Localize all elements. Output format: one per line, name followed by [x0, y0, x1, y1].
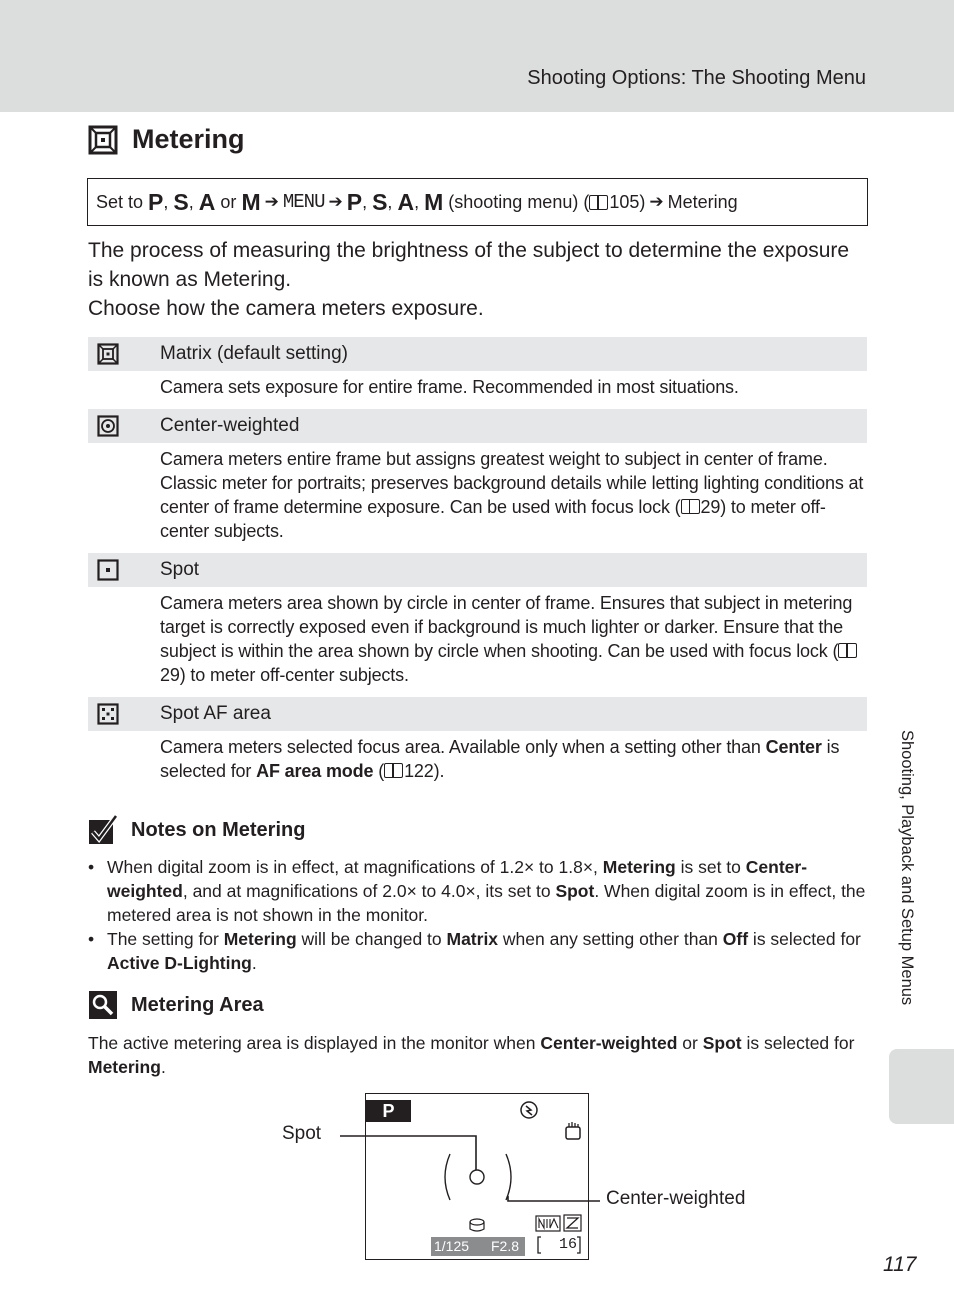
camera-monitor-illustration: [365, 1093, 589, 1260]
path-mode-m: M: [241, 188, 261, 215]
arrow-icon: ➔: [264, 192, 279, 211]
center-weighted-callout-label: Center-weighted: [606, 1188, 746, 1209]
path-mode-m-2: M: [424, 188, 444, 215]
notes-title: Notes on Metering: [131, 818, 306, 841]
metering-area-heading: [88, 990, 264, 1020]
path-shooting-menu: (shooting menu) (: [448, 191, 590, 212]
spot-metering-icon: [97, 559, 119, 581]
remaining-exposures: 16: [559, 1236, 578, 1253]
exposure-readout: [431, 1237, 525, 1256]
matrix-metering-icon: [97, 343, 119, 365]
option-name-spot-af-area: Spot AF area: [160, 703, 271, 724]
path-page-ref: 105): [609, 191, 646, 212]
intro-line-1: The process of measuring the brightness of the subject to determine the exposure is known as Metering.: [88, 239, 850, 291]
checkmark-note-icon: [88, 814, 118, 846]
path-mode-s-2: S: [372, 188, 388, 215]
spot-af-area-icon: [97, 703, 119, 725]
option-row-spot: [88, 553, 867, 587]
path-mode-a: A: [198, 188, 216, 215]
arrow-icon: ➔: [649, 192, 664, 211]
aperture-value: F2.8: [490, 1238, 519, 1254]
flash-mode-icon: [521, 1102, 537, 1118]
menu-path-box: Set to P , S , A or M ➔ MENU ➔ P , S , A , M (shooting menu) ( 105) ➔ Metering: [87, 178, 868, 226]
metering-options-table: [88, 337, 867, 793]
path-mode-a-2: A: [397, 188, 415, 215]
vibration-reduction-icon: [566, 1122, 580, 1139]
option-desc-spot-af-area: Camera meters selected focus area. Available only when a setting other than Center is selected for AF area mode ( 122).: [160, 737, 840, 781]
book-reference-icon: [589, 195, 608, 210]
metering-area-title: Metering Area: [131, 993, 264, 1016]
section-title-row: [88, 124, 245, 155]
shutter-speed: 1/125: [434, 1238, 470, 1254]
intro-paragraph: [88, 236, 868, 323]
page-title: Metering: [132, 124, 245, 154]
option-desc-matrix: Camera sets exposure for entire frame. Recommended in most situations.: [160, 377, 739, 397]
running-header: Shooting Options: The Shooting Menu: [527, 67, 866, 89]
path-mode-p-2: P: [346, 188, 363, 215]
center-weighted-area-right-bracket: [506, 1154, 511, 1200]
path-target: Metering: [667, 191, 738, 212]
option-row-matrix: [88, 337, 867, 371]
image-quality-icon: [536, 1216, 560, 1231]
option-name-center-weighted: Center-weighted: [160, 415, 300, 436]
option-row-spot-af-area: [88, 697, 867, 731]
option-name-spot: Spot: [160, 559, 200, 580]
intro-line-2: Choose how the camera meters exposure.: [88, 297, 484, 320]
center-weighted-metering-icon: [97, 415, 119, 437]
notes-list: [88, 855, 866, 975]
option-name-matrix: Matrix (default setting): [160, 343, 348, 364]
header-band: [0, 0, 954, 112]
metering-area-text: The active metering area is displayed in the monitor when Center-weighted or Spot is selected for Metering.: [88, 1033, 855, 1077]
path-mode-p: P: [148, 188, 164, 215]
list-item: • The setting for Metering will be changed to Matrix when any setting other than Off is selected for Active D-Lighting.: [88, 927, 866, 975]
book-reference-icon: [681, 499, 700, 514]
arrow-icon: ➔: [328, 192, 343, 211]
book-reference-icon: [838, 643, 857, 658]
path-or: or: [220, 191, 237, 212]
page-number: 117: [883, 1253, 917, 1276]
spot-callout-label: Spot: [282, 1123, 322, 1144]
image-size-icon: [564, 1215, 581, 1231]
path-mode-s: S: [173, 188, 189, 215]
magnifier-note-icon: [88, 990, 118, 1020]
notes-heading: [88, 814, 305, 846]
option-row-center-weighted: [88, 409, 867, 443]
internal-memory-icon: [470, 1219, 484, 1231]
chapter-tab: [889, 1049, 954, 1124]
list-item: • When digital zoom is in effect, at magnifications of 1.2× to 1.8×, Metering is set to Center-weighted, and at magnifications of 2.0× to 4.0×, its set to Spot. When digital zoom is in effect, the metered area is not shown in the monitor.: [88, 855, 866, 927]
book-reference-icon: [384, 763, 403, 778]
path-set-to: Set to: [96, 191, 144, 212]
chapter-side-label: Shooting, Playback and Setup Menus: [898, 730, 916, 1006]
option-desc-spot: Camera meters area shown by circle in center of frame. Ensures that subject in metering target is correctly exposed even if background is much lighter or darker. Ensure that the subject is within the area shown by circle when shooting. Can be used with focus lock (29) to meter off-center subjects.: [88, 587, 867, 697]
spot-metering-circle: [470, 1170, 484, 1184]
option-desc-center-weighted: Camera meters entire frame but assigns greatest weight to subject in center of frame. Classic meter for portraits; preserves background details while letting lighting conditions at center of frame determine exposure. Can be used with focus lock ( 29) to meter off-center subjects.: [160, 449, 864, 541]
matrix-metering-icon: [88, 125, 118, 155]
path-menu: MENU: [282, 191, 325, 213]
shooting-mode-badge: P: [366, 1100, 411, 1122]
center-weighted-area-left-bracket: [445, 1154, 450, 1200]
